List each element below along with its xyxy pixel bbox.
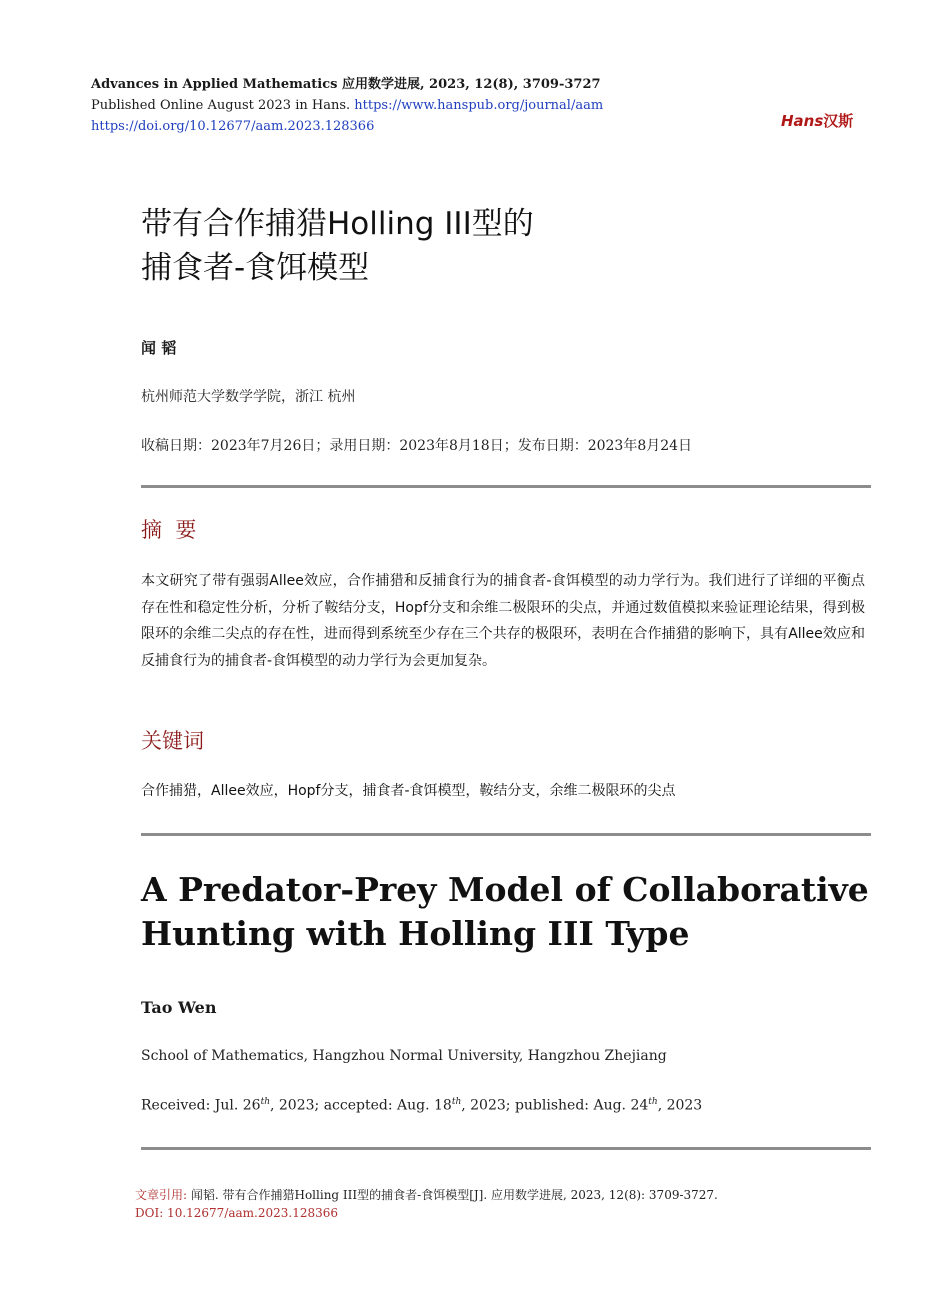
english-affiliation: School of Mathematics, Hangzhou Normal University, Hangzhou Zhejiang: [141, 1048, 667, 1064]
ordinal-1: th: [260, 1097, 270, 1107]
chinese-dates: 收稿日期：2023年7月26日；录用日期：2023年8月18日；发布日期：2023年8月24日: [141, 438, 693, 454]
logo-latin: Hans: [781, 112, 824, 130]
ordinal-2: th: [451, 1097, 462, 1107]
citation-doi: DOI: 10.12677/aam.2023.128366: [135, 1206, 339, 1220]
english-author: Tao Wen: [141, 998, 217, 1017]
english-title-line2: Hunting with Holling III Type: [141, 914, 690, 953]
divider-1: [141, 485, 871, 488]
divider-3: [141, 1147, 871, 1150]
divider-2: [141, 833, 871, 836]
journal-link[interactable]: https://www.hanspub.org/journal/aam: [354, 98, 604, 113]
ordinal-3: th: [648, 1097, 658, 1107]
keywords-heading: 关键词: [141, 729, 204, 753]
published-line: [91, 95, 603, 116]
published-date: , 2023; published: Aug. 24: [461, 1097, 649, 1114]
citation-label: 文章引用:: [135, 1188, 191, 1202]
journal-name: Advances in Applied Mathematics 应用数学进展, 2023, 12(8), 3709-3727: [91, 77, 601, 92]
chinese-title-line2: 捕食者-食饵模型: [141, 250, 370, 286]
accepted-date: , 2023; accepted: Aug. 18: [270, 1097, 452, 1114]
chinese-abstract: 本文研究了带有强弱Allee效应，合作捕猎和反捕食行为的捕食者-食饵模型的动力学行为。我们进行了详细的平衡点存在性和稳定性分析，分析了鞍结分支，Hopf分支和余维二极限环的尖点，并通过数值模拟来验证理论结果，得到极限环的余维二尖点的存在性，进而得到系统至少存在三个共存的极限环，表明在合作捕猎的影响下，具有Allee效应和反捕食行为的捕食者-食饵模型的动力学行为会更加复杂。: [141, 573, 865, 669]
chinese-author: 闻 韬: [141, 339, 177, 357]
abstract-heading: 摘 要: [141, 518, 197, 542]
english-dates: [141, 1097, 702, 1114]
doi-link[interactable]: https://doi.org/10.12677/aam.2023.128366: [91, 119, 375, 134]
chinese-keywords: 合作捕猎，Allee效应，Hopf分支，捕食者-食饵模型，鞍结分支，余维二极限环的尖点: [141, 783, 676, 799]
citation-line: [135, 1186, 718, 1204]
logo-cn: 汉斯: [823, 112, 854, 130]
chinese-title-line1: 带有合作捕猎Holling III型的: [141, 206, 534, 242]
hans-logo: [781, 110, 853, 131]
citation-text: 闻韬. 带有合作捕猎Holling III型的捕食者-食饵模型[J]. 应用数学进展, 2023, 12(8): 3709-3727.: [190, 1188, 718, 1202]
journal-header: [91, 74, 603, 137]
chinese-title: [141, 202, 534, 290]
received-date: Received: Jul. 26: [141, 1097, 261, 1114]
year-end: , 2023: [657, 1097, 703, 1114]
citation-block: [135, 1186, 718, 1222]
english-title-line1: A Predator-Prey Model of Collaborative: [141, 870, 869, 909]
chinese-affiliation: 杭州师范大学数学学院，浙江 杭州: [141, 389, 356, 405]
published-text: Published Online August 2023 in Hans.: [91, 98, 355, 113]
english-title: [141, 868, 881, 956]
